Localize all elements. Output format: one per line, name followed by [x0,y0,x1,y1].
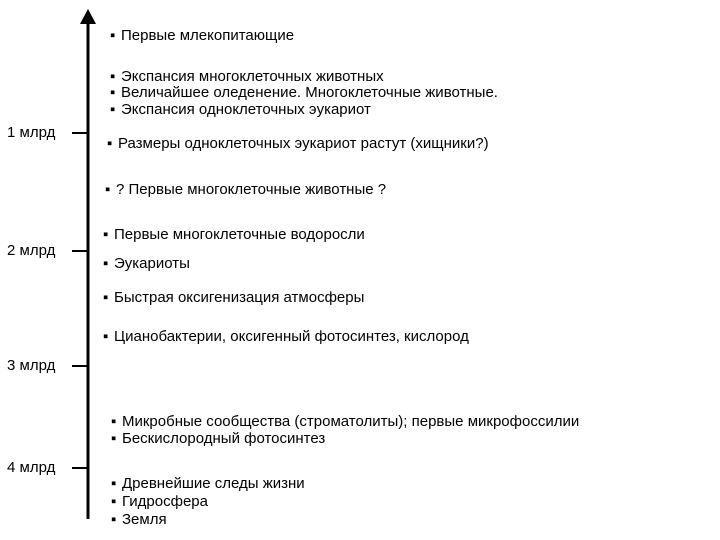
tick-label-4: 4 млрд [7,459,56,476]
event-hydrosphere: ▪ Гидросфера [111,493,208,510]
event-oldest-traces-of-life: ▪ Древнейшие следы жизни [111,475,305,492]
axis-arrowhead [80,9,96,24]
event-eukaryotes: ▪ Эукариоты [103,255,190,272]
event-great-glaciation: ▪ Величайшее оледенение. Многоклеточные животные. [110,84,498,101]
event-first-multicellular-algae: ▪ Первые многоклеточные водоросли [103,226,365,243]
tick-label-3: 3 млрд [7,357,56,374]
event-first-mammals: ▪ Первые млекопитающие [110,27,295,44]
event-microbial-communities: ▪ Микробные сообщества (строматолиты); первые микрофоссилии [111,413,580,430]
event-multicellular-expansion: ▪ Экспансия многоклеточных животных [110,68,384,85]
event-anoxygenic-photosynthesis: ▪ Бескислородный фотосинтез [111,430,326,447]
tick-label-1: 1 млрд [7,124,56,141]
event-rapid-oxygenation: ▪ Быстрая оксигенизация атмосферы [103,289,365,306]
event-eukaryote-size-increase: ▪ Размеры одноклеточных эукариот растут (хищники?) [107,135,489,152]
event-cyanobacteria: ▪ Цианобактерии, оксигенный фотосинтез, кислород [103,328,469,345]
event-unicellular-eukaryote-expansion: ▪ Экспансия одноклеточных эукариот [110,101,371,118]
event-earth: ▪ Земля [111,511,167,528]
event-first-multicellular-animals: ▪ ? Первые многоклеточные животные ? [105,181,387,198]
tick-label-2: 2 млрд [7,242,56,259]
